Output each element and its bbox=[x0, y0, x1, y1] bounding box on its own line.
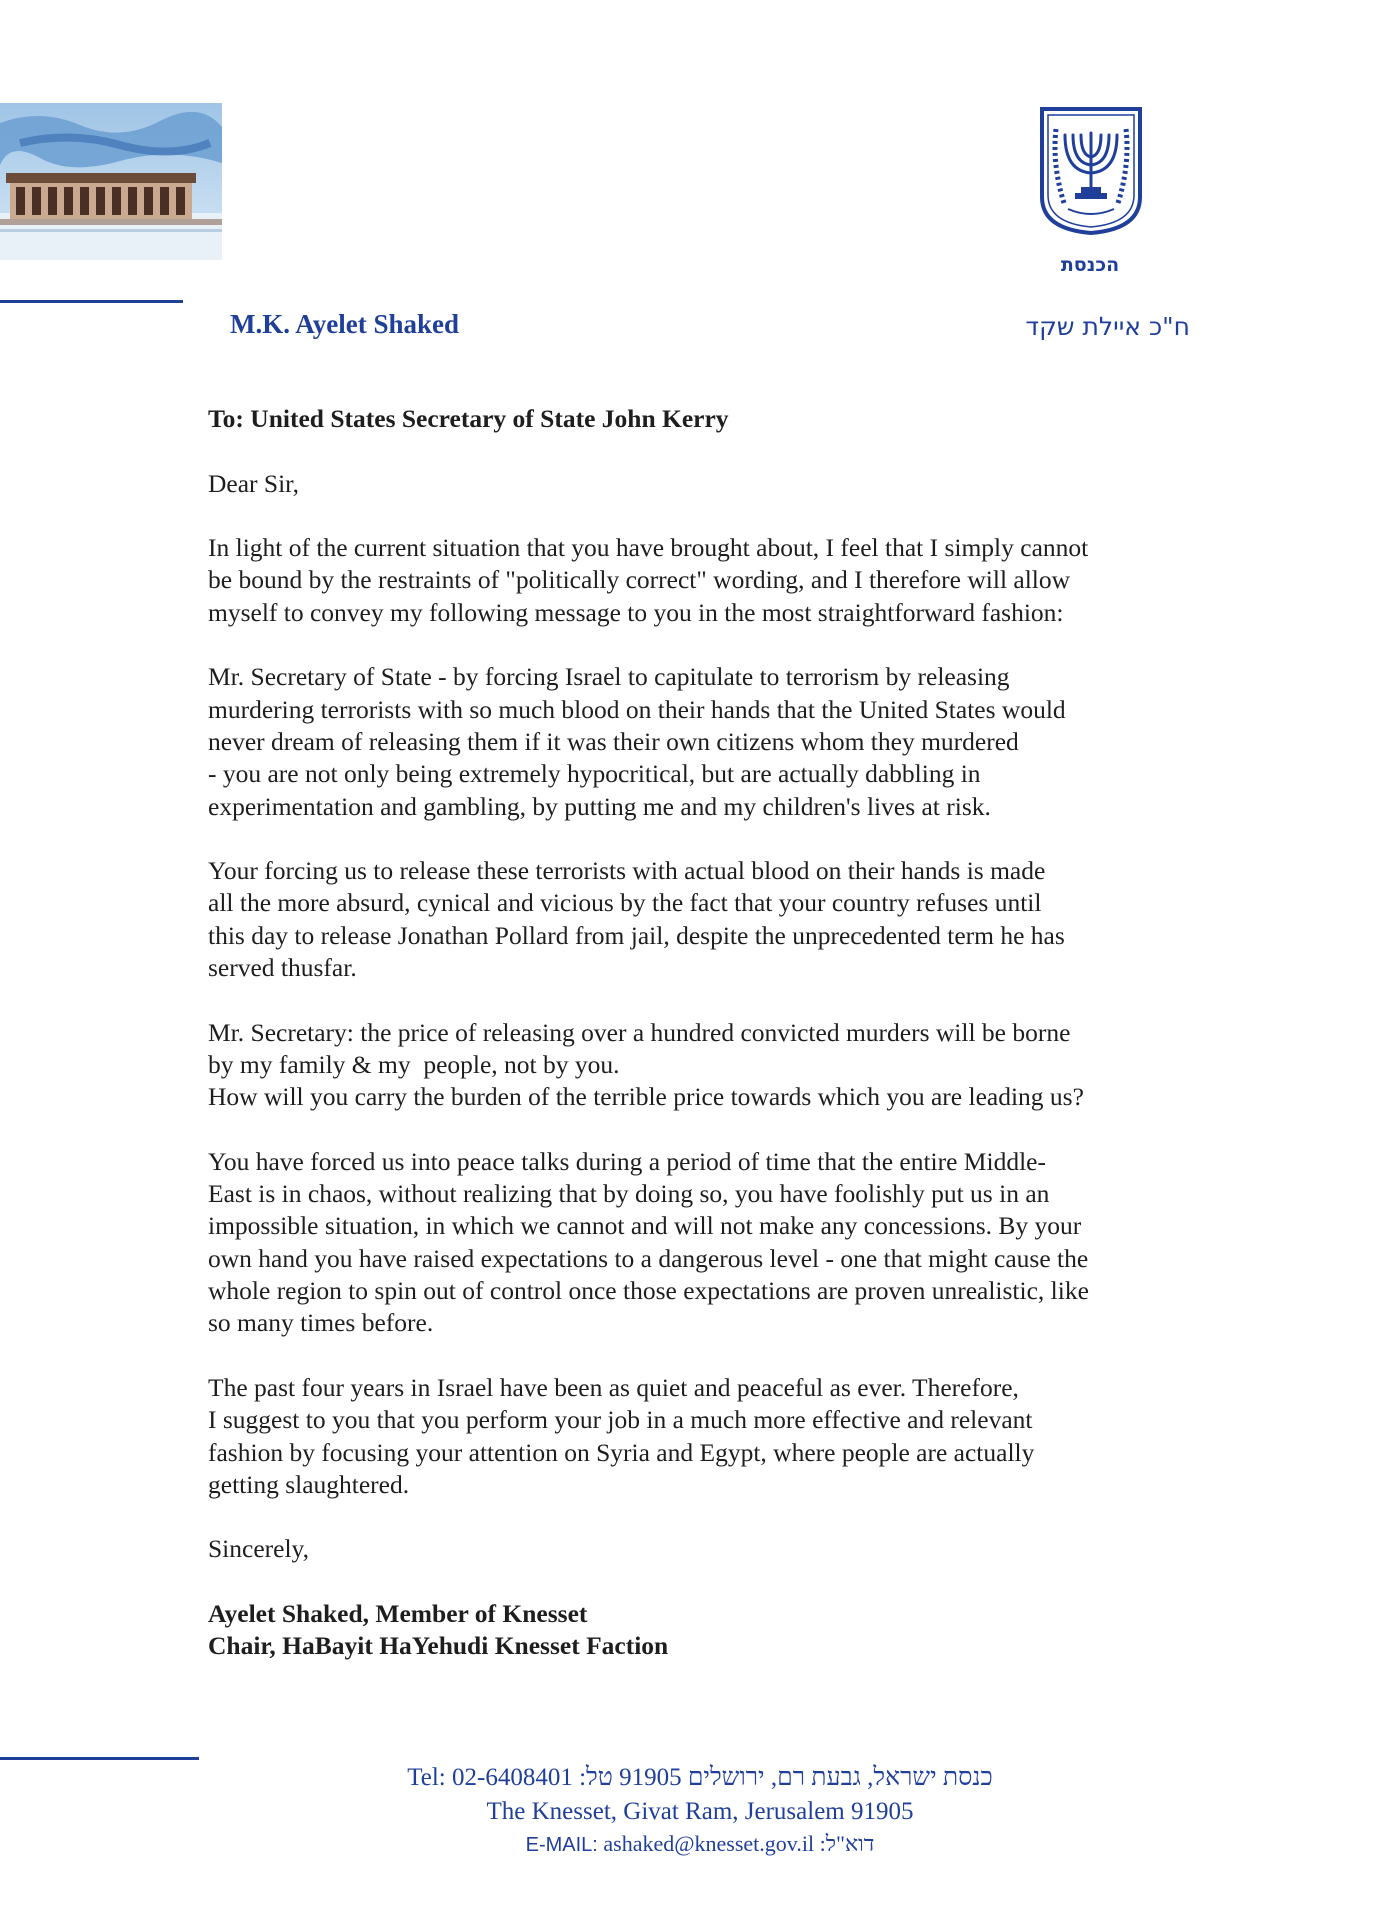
member-name-hebrew: ח"כ איילת שקד bbox=[1025, 312, 1190, 341]
paragraph-line: be bound by the restraints of "politically correct" wording, and I therefore will allow bbox=[208, 565, 1071, 595]
paragraph-line: by my family & my people, not by you. bbox=[208, 1049, 620, 1079]
letter-body bbox=[208, 403, 1208, 1663]
letter-footer bbox=[0, 1761, 1400, 1860]
footer-address: The Knesset, Givat Ram, Jerusalem 91905 bbox=[486, 1798, 914, 1825]
footer-divider bbox=[0, 1757, 199, 1760]
letter-paragraph bbox=[208, 855, 1208, 984]
paragraph-line: this day to release Jonathan Pollard from jail, despite the unprecedented term he has bbox=[208, 920, 1065, 950]
paragraph-line: - you are not only being extremely hypocritical, but are actually dabbling in bbox=[208, 759, 981, 789]
header-divider bbox=[0, 300, 183, 303]
paragraph-line: getting slaughtered. bbox=[208, 1469, 410, 1499]
letter-paragraph bbox=[208, 532, 1208, 629]
paragraph-line: Mr. Secretary of State - by forcing Israel to capitulate to terrorism by releasing bbox=[208, 662, 1010, 692]
knesset-building-picture bbox=[0, 103, 222, 260]
footer-telephone: Tel: 02-6408401 :כנסת ישראל, גבעת רם, ירושלים 91905 טל bbox=[407, 1764, 993, 1791]
paragraph-line: Your forcing us to release these terrorists with actual blood on their hands is made bbox=[208, 856, 1046, 886]
footer-email-label: E-MAIL: bbox=[525, 1834, 598, 1856]
paragraph-line: so many times before. bbox=[208, 1308, 434, 1338]
paragraph-line: In light of the current situation that you have brought about, I feel that I simply cannot bbox=[208, 533, 1089, 563]
letter-salutation: Dear Sir, bbox=[208, 468, 300, 498]
paragraph-line: How will you carry the burden of the terrible price towards which you are leading us? bbox=[208, 1082, 1084, 1112]
footer-email-label-hebrew: :דוא"ל bbox=[819, 1831, 875, 1856]
member-name-english: M.K. Ayelet Shaked bbox=[230, 309, 459, 339]
paragraph-line: served thusfar. bbox=[208, 953, 357, 983]
letter-closing: Sincerely, bbox=[208, 1534, 310, 1564]
paragraph-line: never dream of releasing them if it was their own citizens whom they murdered bbox=[208, 726, 1019, 756]
paragraph-line: murdering terrorists with so much blood on their hands that the United States would bbox=[208, 694, 1066, 724]
menorah-emblem-icon bbox=[1038, 105, 1144, 237]
paragraph-line: East is in chaos, without realizing that by doing so, you have foolishly put us in an bbox=[208, 1179, 1050, 1209]
paragraph-line: own hand you have raised expectations to a dangerous level - one that might cause the bbox=[208, 1243, 1089, 1273]
paragraph-line: fashion by focusing your attention on Syria and Egypt, where people are actually bbox=[208, 1437, 1035, 1467]
paragraph-line: whole region to spin out of control once those expectations are proven unrealistic, like bbox=[208, 1276, 1089, 1306]
letter-paragraph bbox=[208, 1017, 1208, 1114]
letter-recipient: To: United States Secretary of State John Kerry bbox=[208, 404, 729, 433]
paragraph-line: You have forced us into peace talks during a period of time that the entire Middle- bbox=[208, 1146, 1046, 1176]
paragraph-line: impossible situation, in which we cannot and will not make any concessions. By your bbox=[208, 1211, 1082, 1241]
letter-paragraph bbox=[208, 1146, 1208, 1340]
paragraph-line: The past four years in Israel have been as quiet and peaceful as ever. Therefore, bbox=[208, 1372, 1019, 1402]
signature-title: Chair, HaBayit HaYehudi Knesset Faction bbox=[208, 1631, 669, 1661]
signature-block bbox=[208, 1598, 1208, 1663]
paragraph-line: I suggest to you that you perform your job in a much more effective and relevant bbox=[208, 1405, 1033, 1435]
emblem-caption: הכנסת bbox=[1060, 254, 1120, 276]
paragraph-line: myself to convey my following message to you in the most straightforward fashion: bbox=[208, 597, 1064, 627]
footer-email-address[interactable]: ashaked@knesset.gov.il bbox=[603, 1831, 815, 1856]
paragraph-line: Mr. Secretary: the price of releasing over a hundred convicted murders will be borne bbox=[208, 1017, 1071, 1047]
paragraph-line: experimentation and gambling, by putting me and my children's lives at risk. bbox=[208, 791, 991, 821]
signature-name: Ayelet Shaked, Member of Knesset bbox=[208, 1598, 588, 1628]
paragraph-line: all the more absurd, cynical and vicious by the fact that your country refuses until bbox=[208, 888, 1042, 918]
letter-paragraph bbox=[208, 1372, 1208, 1501]
footer-email-line bbox=[0, 1829, 1400, 1860]
letter-paragraph bbox=[208, 661, 1208, 822]
